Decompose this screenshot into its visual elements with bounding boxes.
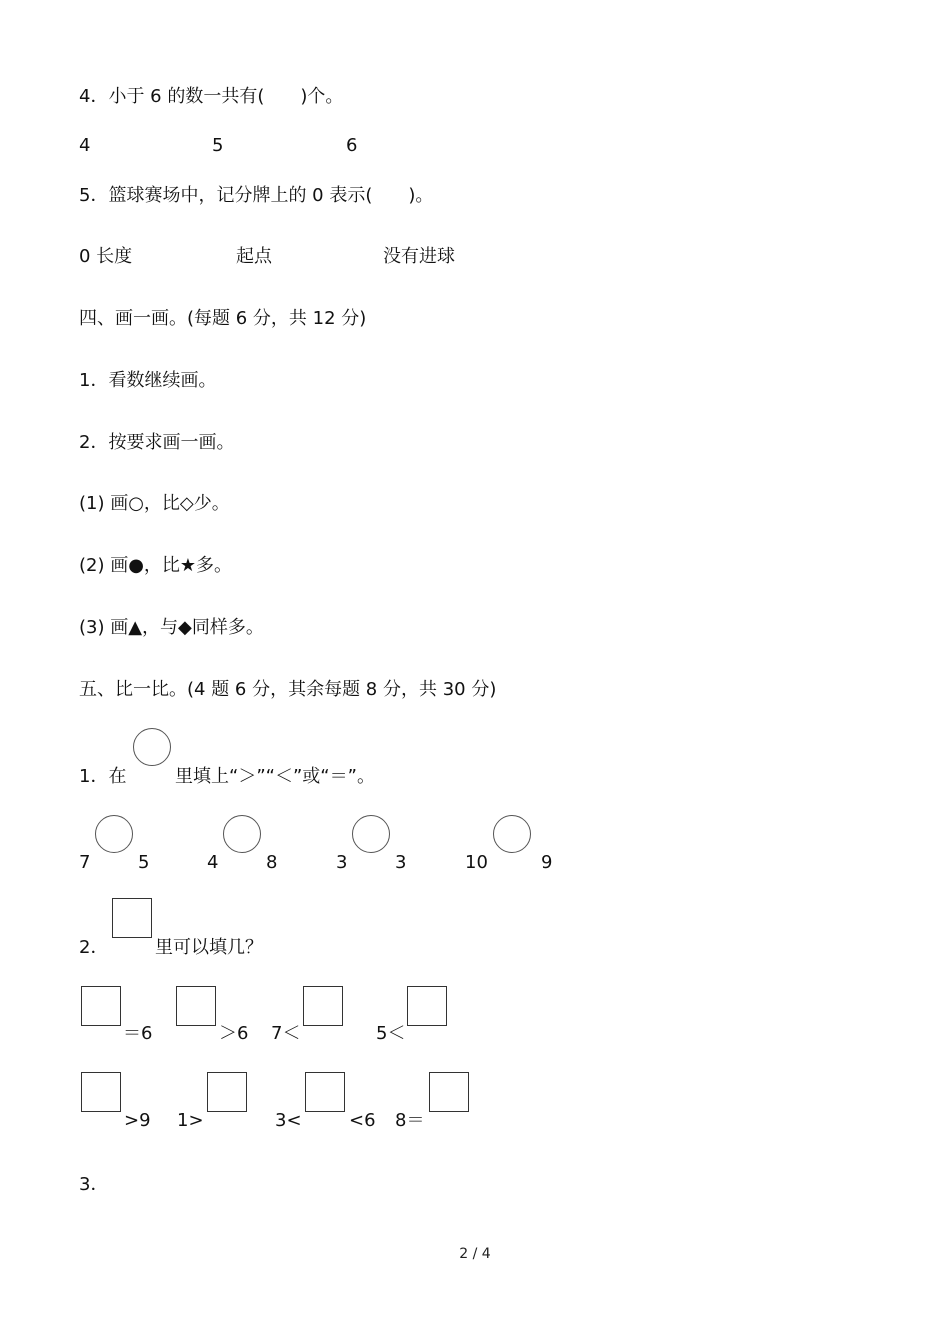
question-4-text: 4．小于 6 的数一共有( )个。: [79, 86, 344, 107]
fill-box-r2-1[interactable]: [81, 1072, 121, 1112]
fill-box-r2-3[interactable]: [305, 1072, 345, 1112]
s5-q1-prefix: 1．在: [79, 766, 127, 787]
s5-q2-suffix: 里可以填几？: [155, 937, 263, 958]
q5-option-c: 没有进球: [383, 246, 455, 267]
compare-4-left: 10: [465, 852, 488, 873]
section-4-title: 四、画一画。(每题 6 分，共 12 分): [79, 308, 367, 329]
r1-expr-1: ＝6: [123, 1023, 153, 1044]
r2-expr-3: 3<: [275, 1110, 302, 1131]
r2-expr-2: 1>: [177, 1110, 204, 1131]
q5-option-a: 0 长度: [79, 246, 133, 267]
compare-3-circle[interactable]: [352, 815, 390, 853]
fill-box-r2-4[interactable]: [429, 1072, 469, 1112]
compare-1-left: 7: [79, 852, 91, 873]
s5-q2-prefix: 2．: [79, 937, 109, 958]
fill-box-r1-1[interactable]: [81, 986, 121, 1026]
compare-4-right: 9: [541, 852, 553, 873]
s5-q3: 3．: [79, 1174, 109, 1195]
compare-2-left: 4: [207, 852, 219, 873]
section-4-sub-3: (3) 画▲，与◆同样多。: [79, 617, 264, 638]
r2-expr-1: >9: [124, 1110, 151, 1131]
compare-1-right: 5: [138, 852, 150, 873]
r1-expr-3: 7＜: [271, 1023, 301, 1044]
example-circle: [133, 728, 171, 766]
r2-expr-5: 8＝: [395, 1110, 425, 1131]
question-5-text: 5．篮球赛场中，记分牌上的 0 表示( )。: [79, 185, 434, 206]
example-box: [112, 898, 152, 938]
compare-1-circle[interactable]: [95, 815, 133, 853]
fill-box-r1-4[interactable]: [407, 986, 447, 1026]
fill-box-r1-3[interactable]: [303, 986, 343, 1026]
fill-box-r2-2[interactable]: [207, 1072, 247, 1112]
q5-option-b: 起点: [236, 246, 272, 267]
compare-4-circle[interactable]: [493, 815, 531, 853]
compare-2-right: 8: [266, 852, 278, 873]
r1-expr-2: ＞6: [219, 1023, 249, 1044]
compare-3-left: 3: [336, 852, 348, 873]
fill-box-r1-2[interactable]: [176, 986, 216, 1026]
section-5-title: 五、比一比。(4 题 6 分，其余每题 8 分，共 30 分): [79, 679, 497, 700]
section-4-sub-2: (2) 画●，比★多。: [79, 555, 233, 576]
q4-option-a: 4: [79, 135, 91, 156]
section-4-sub-1: (1) 画○，比◇少。: [79, 493, 230, 514]
s5-q1-suffix: 里填上“＞”“＜”或“＝”。: [175, 766, 375, 787]
section-4-q1: 1．看数继续画。: [79, 370, 217, 391]
q4-option-c: 6: [346, 135, 358, 156]
r2-expr-4: <6: [349, 1110, 376, 1131]
section-4-q2: 2．按要求画一画。: [79, 432, 235, 453]
q4-option-b: 5: [212, 135, 224, 156]
compare-2-circle[interactable]: [223, 815, 261, 853]
page-number: 2 / 4: [459, 1246, 491, 1262]
r1-expr-4: 5＜: [376, 1023, 406, 1044]
compare-3-right: 3: [395, 852, 407, 873]
